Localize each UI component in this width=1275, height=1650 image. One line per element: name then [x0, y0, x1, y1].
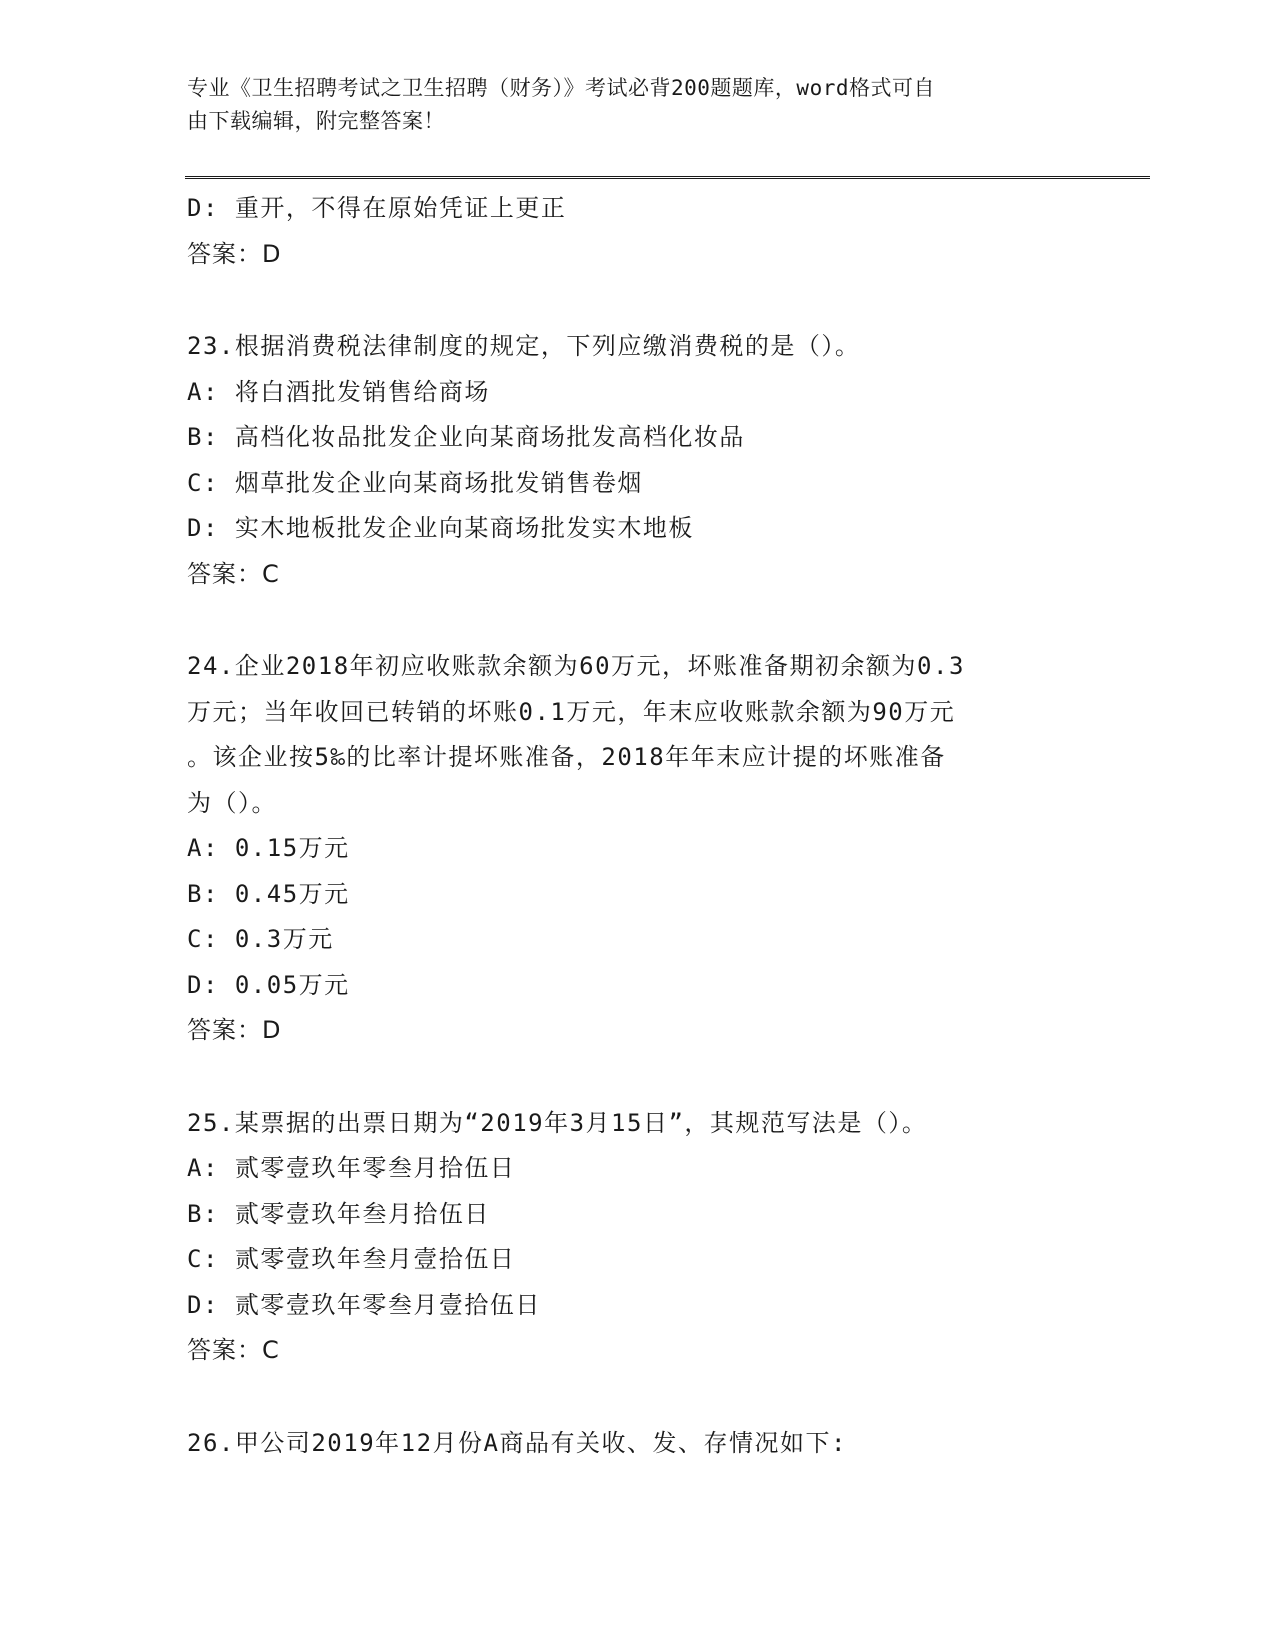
option-b: B: 高档化妆品批发企业向某商场批发高档化妆品 [187, 423, 745, 451]
spacer [187, 277, 1087, 324]
option-b: B: 贰零壹玖年叁月拾伍日 [187, 1199, 490, 1228]
question-25 [187, 1101, 1087, 1374]
option-c: C: 贰零壹玖年叁月壹拾伍日 [187, 1245, 516, 1273]
option-b: B: 0.45万元 [187, 879, 350, 908]
header-divider [185, 176, 1150, 182]
answer: 答案：D [187, 239, 282, 268]
question-list [187, 186, 1087, 1466]
option-d: D: 0.05万元 [187, 970, 350, 999]
option-a: A: 贰零壹玖年零叁月拾伍日 [187, 1154, 516, 1182]
stem-line-4: 为（）。 [187, 788, 277, 817]
spacer [187, 1054, 1087, 1101]
option-d: D: 重开，不得在原始凭证上更正 [187, 194, 567, 222]
option-c: C: 0.3万元 [187, 925, 334, 953]
option-c: C: 烟草批发企业向某商场批发销售卷烟 [187, 468, 643, 497]
stem-line-1: 24.企业2018年初应收账款余额为60万元，坏账准备期初余额为0.3 [187, 652, 965, 680]
option-a: A: 0.15万元 [187, 834, 350, 862]
answer: 答案：D [187, 1016, 282, 1044]
question-26 [187, 1421, 1087, 1467]
spacer [187, 597, 1087, 644]
question-stem: 23.根据消费税法律制度的规定，下列应缴消费税的是（）。 [187, 332, 861, 360]
spacer [187, 1374, 1087, 1421]
option-a: A: 将白酒批发销售给商场 [187, 377, 490, 406]
answer: 答案：C [187, 1336, 280, 1364]
header-line-2: 由下载编辑，附完整答案！ [187, 109, 445, 133]
header-line-1: 专业《卫生招聘考试之卫生招聘（财务）》考试必背200题题库，word格式可自 [187, 76, 935, 100]
question-stem: 25.某票据的出票日期为“2019年3月15日”，其规范写法是（）。 [187, 1108, 928, 1137]
question-22-tail [187, 186, 1087, 277]
question-stem: 26.甲公司2019年12月份A商品有关收、发、存情况如下: [187, 1428, 847, 1457]
option-d: D: 贰零壹玖年零叁月壹拾伍日 [187, 1290, 541, 1319]
option-d: D: 实木地板批发企业向某商场批发实木地板 [187, 514, 694, 542]
stem-line-2: 万元；当年收回已转销的坏账0.1万元，年末应收账款余额为90万元 [187, 697, 956, 726]
stem-line-3: 。该企业按5‰的比率计提坏账准备，2018年年末应计提的坏账准备 [187, 743, 946, 771]
question-23 [187, 324, 1087, 597]
answer: 答案：C [187, 559, 280, 588]
question-24 [187, 644, 1087, 1054]
document-header [187, 72, 1087, 138]
question-stem [187, 644, 1087, 826]
